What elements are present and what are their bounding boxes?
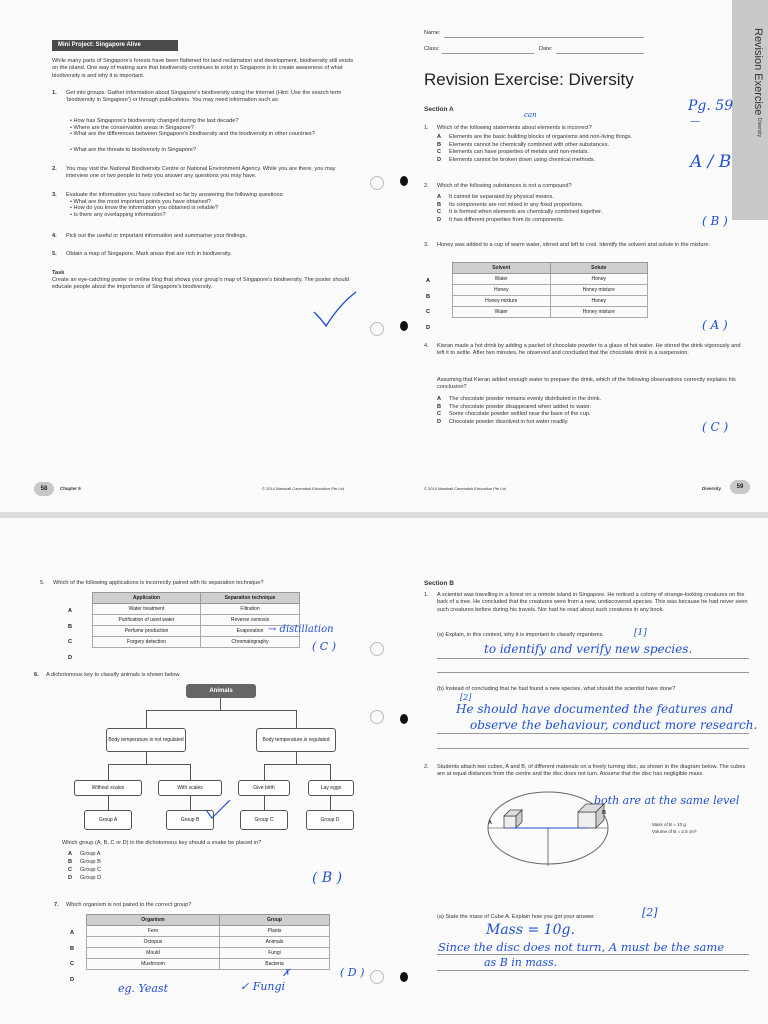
hand-note-q5: → distillation (268, 624, 334, 635)
step-number: 2. (52, 166, 57, 172)
table-cell: Reverse osmosis (201, 615, 300, 626)
option-text: Elements can have properties of metals and non-metals. (449, 149, 589, 155)
row-label: D (68, 654, 73, 661)
key-connector (108, 764, 109, 780)
volume-of-b: Volume of B = 2.5 cm³ (652, 829, 697, 834)
q7-stem: Which organism is not paired to the correct group? (66, 902, 192, 908)
key-connector (146, 710, 147, 728)
option-text: Elements cannot be chemically combined with other substances. (449, 141, 610, 148)
option-key: C (437, 149, 442, 155)
table-cell: Honey (550, 274, 648, 285)
chapter-label: Chapter 5 (60, 486, 81, 491)
q5-stem: Which of the following applications is incorrectly paired with its separation technique? (53, 580, 264, 586)
option-key: B (437, 201, 442, 208)
row-label: B (426, 293, 431, 300)
class-line (442, 53, 534, 54)
row-label: D (70, 976, 75, 983)
table-cell: Mushroom (87, 959, 220, 970)
page-title: Revision Exercise: Diversity (424, 70, 634, 89)
hand-marks: [2] (642, 906, 658, 919)
option-text: It has different properties from its components. (449, 216, 565, 223)
table-cell: Honey mixture (550, 285, 648, 296)
cross-mark-icon: ✗ (282, 968, 291, 979)
date-label: Date: (539, 46, 553, 52)
hand-fungi: ✓ Fungi (240, 980, 286, 993)
row-label: A (426, 278, 431, 284)
table-cell: Purification of used water (93, 615, 201, 626)
col-header: Solvent (453, 263, 551, 274)
name-label: Name: (424, 30, 441, 36)
binder-hole (400, 714, 408, 724)
b-q2a-question: (a) State the mass of Cube A. Explain how you got your answer. (437, 914, 596, 920)
table-row (87, 937, 330, 948)
mini-project-title: Mini Project: Singapore Alive (58, 42, 141, 48)
option-text: Group A (80, 851, 101, 857)
key-node-without-scales: Without scales (74, 780, 142, 796)
hand-marks: [1] (634, 628, 647, 638)
option-key: C (68, 867, 73, 873)
binder-hole (370, 176, 384, 190)
col-header: Separation technique (201, 593, 300, 604)
option-key: C (437, 411, 442, 417)
question-number: 2. (424, 764, 429, 770)
question-number: 1. (424, 592, 429, 598)
key-root: Animals (186, 684, 256, 698)
option-text: Group B (80, 859, 101, 865)
page-60 (0, 518, 384, 1024)
option-key: A (437, 194, 442, 200)
table-row (453, 285, 648, 296)
table-cell: Perfume production (93, 626, 201, 637)
key-connector (108, 764, 190, 765)
class-label: Class: (424, 46, 440, 52)
key-connector (264, 796, 265, 810)
table-cell: Mould (87, 948, 220, 959)
table-row (453, 274, 648, 285)
question-number: 7. (54, 902, 59, 908)
row-label: A (68, 608, 73, 614)
hand-answer-1b-line2: observe the behaviour, conduct more research. (470, 718, 758, 732)
table-row (453, 307, 648, 318)
page-59 (384, 0, 768, 512)
hand-can: can (524, 111, 537, 119)
step-number: 4. (52, 233, 57, 239)
step-number: 3. (52, 192, 57, 198)
table-cell: Chromatography (201, 637, 300, 648)
option-text: It cannot be separated by physical means. (449, 194, 554, 200)
step-number: 1. (52, 90, 57, 96)
question-number: 2. (424, 183, 429, 189)
hand-answer-q3: ( A ) (702, 318, 728, 332)
table-cell: Animals (219, 937, 329, 948)
option-key: D (437, 156, 442, 163)
cube-a-label: A (488, 820, 493, 826)
option-text: Elements cannot be broken down using chemical methods. (449, 156, 596, 163)
table-cell: Forgery detection (93, 637, 201, 648)
b-q2-stem: Students attach two cubes, A and B, of different materials on a freely turning disc, as shown in the diagram below. The cubes are at equal distances from the centre and the disc does not turn. Assume that the disc has negligible mass. (437, 764, 746, 778)
row-label: C (70, 961, 75, 967)
check-mark-icon (204, 798, 234, 822)
option-text: Group C (80, 867, 102, 873)
col-header: Application (93, 593, 201, 604)
step-text: • What are the threats to biodiversity in Singapore? (70, 147, 197, 153)
table-cell: Honey mixture (550, 307, 648, 318)
table-row (453, 296, 648, 307)
binder-hole (400, 972, 408, 982)
question-number: 1. (424, 125, 429, 131)
binder-hole (370, 642, 384, 656)
key-connector (330, 796, 331, 810)
option-key: A (68, 851, 73, 857)
hand-answer-1a: to identify and verify new species. (484, 642, 693, 656)
table-cell: Filtration (201, 604, 300, 615)
page-58 (0, 0, 384, 512)
page-number: 58 (34, 482, 54, 496)
col-header: Organism (87, 915, 220, 926)
hand-note-level: both are at the same level (594, 794, 740, 807)
col-header: Group (219, 915, 329, 926)
option-text: Chocolate powder dissolved in hot water readily. (449, 418, 569, 425)
answer-line (437, 672, 749, 673)
step-text: Obtain a map of Singapore. Mark areas that are rich in biodiversity. (66, 251, 232, 257)
name-line (444, 37, 644, 38)
hand-dash: — (690, 116, 700, 127)
binder-hole (400, 176, 408, 186)
q4-stem-2: Assuming that Kieran added enough water to prepare the drink, which of the following observations correctly explains his conclusion? (437, 377, 736, 391)
q3-table (452, 262, 648, 318)
key-group-b: Group B (166, 810, 214, 830)
q6-stem: A dichotomous key to classify animals is shown below. (46, 672, 181, 678)
key-connector (190, 764, 191, 780)
option-text: The chocolate powder remains evenly distributed in the drink. (449, 396, 602, 402)
table-row (87, 926, 330, 937)
b-q1-stem: A scientist was travelling in a forest on a remote island in Singapore. He noticed a colony of strange-looking creatures on the bark of a tree. He concluded that the creatures were from a new, undiscovered species. This was because he had never seen such creatures before during his travels. Nor had he read about such creatures in any book. (437, 592, 748, 613)
side-tab-title: Revision Exercise (752, 28, 764, 116)
option-key: D (437, 216, 442, 223)
key-connector (220, 698, 221, 710)
key-connector (190, 796, 191, 810)
table-cell: Water (453, 307, 551, 318)
check-mark-icon (310, 290, 360, 330)
step-text: • Where are the conservation areas in Singapore? (70, 125, 194, 131)
option-key: A (437, 134, 442, 140)
key-connector (296, 752, 297, 764)
task-label: Task (52, 270, 65, 276)
key-connector (264, 764, 330, 765)
question-number: 5. (40, 580, 45, 586)
row-label: B (68, 623, 73, 630)
key-node-lay-eggs: Lay eggs (308, 780, 354, 796)
step-text: You may visit the National Biodiversity Centre or National Environment Agency. While you are there, you may interview one or two people to help you answer any questions you may have. (66, 166, 336, 180)
mini-project-banner (52, 40, 178, 51)
hand-answer-q6: ( B ) (312, 870, 343, 886)
question-number: 3. (424, 242, 429, 248)
option-text: The chocolate powder disappeared when added to water. (449, 403, 592, 410)
table-cell: Honey (453, 285, 551, 296)
binder-hole (370, 970, 384, 984)
q4-stem: Kieran made a hot drink by adding a packet of chocolate powder to a glass of hot water. He stirred the drink vigorously and left it to settle. After two minutes, he observed and concluded that the chocolate drink is a suspension. (437, 343, 741, 357)
key-group-c: Group C (240, 810, 288, 830)
table-cell: Water treatment (93, 604, 201, 615)
hand-answer-q4: ( C ) (702, 420, 729, 434)
mass-of-b: Mass of B = 10 g (652, 822, 686, 827)
q1-stem: Which of the following statements about elements is incorrect? (437, 125, 592, 131)
copyright: © 2014 Marshall Cavendish Education Pte Ltd (424, 486, 506, 491)
option-text: Its components are not mixed in any fixed proportions. (449, 201, 584, 208)
table-row (93, 637, 300, 648)
option-text: Group D (80, 875, 102, 881)
answer-line (437, 658, 749, 659)
row-label: B (70, 945, 75, 952)
key-node-not-regulated: Body temperature is not regulated (106, 728, 186, 752)
option-key: D (437, 418, 442, 425)
option-text: It is formed when elements are chemically combined together. (449, 209, 603, 215)
question-number: 4. (424, 343, 429, 349)
key-connector (264, 764, 265, 780)
step-text: • How do you know the information you obtained is reliable? (70, 205, 219, 211)
table-row (87, 948, 330, 959)
hand-answer-q1: A / B (690, 152, 732, 172)
key-connector (146, 752, 147, 764)
key-connector (330, 764, 331, 780)
option-text: Some chocolate powder settled near the base of the cup. (449, 411, 591, 417)
q7-table (86, 914, 330, 970)
table-cell: Plants (219, 926, 329, 937)
binder-hole (400, 321, 408, 331)
answer-line (437, 954, 749, 955)
answer-line (437, 733, 749, 734)
b-q1a-question: (a) Explain, in this context, why it is important to classify organisms. (437, 632, 604, 638)
key-node-with-scales: With scales (158, 780, 222, 796)
table-cell: Bacteria (219, 959, 329, 970)
step-text: • What are the most important points you have obtained? (70, 199, 211, 205)
hand-marks: [2] (460, 693, 472, 702)
option-key: C (437, 209, 442, 215)
answer-line (437, 970, 749, 971)
option-key: B (437, 141, 442, 148)
hand-page-note: Pg. 59 (688, 98, 734, 114)
option-key: D (68, 875, 73, 881)
hand-answer-1b-line1: He should have documented the features and (456, 702, 734, 716)
table-cell: Evaporation (201, 626, 300, 637)
intro-text: While many parts of Singapore's forests have been flattened for land reclamation and development, biodiversity still exists on the island. One way of making sure that biodiversity continues to exist in Singapore is to create awareness of what biodiversity is and why it is important. (52, 58, 354, 79)
hand-answer-2a-line1: Since the disc does not turn, A must be the same (438, 940, 725, 954)
q3-stem: Honey was added to a cup of warm water, stirred and left to cool. Identify the solvent and solute in the mixture. (437, 242, 710, 248)
step-text: Get into groups. Gather information about Singapore's biodiversity using the Internet (Hint: Use the search term 'biodiversity in Singapore') or through publications. You may need information such as: (66, 90, 342, 104)
table-cell: Water (453, 274, 551, 285)
b-q1b-question: (b) Instead of concluding that he had found a new species, what should the scientist have done? (437, 686, 676, 692)
step-text: • What are the differences between Singapore's biodiversity and the biodiversity in other countries? (70, 131, 315, 137)
row-label: A (70, 930, 75, 936)
hand-answer-2a-line2: as B in mass. (484, 956, 558, 969)
footer-word: Diversity (702, 486, 722, 491)
table-cell: Octopus (87, 937, 220, 948)
q5-table (92, 592, 300, 648)
copyright: © 2014 Marshall Cavendish Education Pte Ltd (262, 486, 344, 491)
step-number: 5. (52, 251, 57, 257)
table-cell: Honey mixture (453, 296, 551, 307)
binder-hole (370, 710, 384, 724)
table-cell: Honey (550, 296, 648, 307)
table-row (87, 959, 330, 970)
q6-question: Which group (A, B, C or D) in the dichotomous key should a snake be placed in? (62, 840, 262, 846)
q2-stem: Which of the following substances is not a compound? (437, 183, 572, 189)
section-a-heading: Section A (424, 106, 454, 113)
section-b-heading: Section B (424, 580, 454, 587)
step-text: Evaluate the information you have collected so far by answering the following questions: (66, 192, 284, 198)
step-text: Pick out the useful or important information and summarise your findings. (66, 233, 247, 239)
question-number: 6. (34, 672, 39, 678)
page-61 (384, 518, 768, 1024)
hand-answer-q5: ( C ) (312, 640, 336, 653)
key-node-give-birth: Give birth (238, 780, 290, 796)
key-connector (296, 710, 297, 728)
key-group-d: Group D (306, 810, 354, 830)
answer-line (437, 748, 749, 749)
date-line (556, 53, 644, 54)
binder-hole (370, 322, 384, 336)
table-cell: Fern (87, 926, 220, 937)
side-tab-subtitle: Diversity (756, 118, 762, 138)
page-number: 59 (730, 480, 750, 494)
hand-example: eg. Yeast (118, 982, 168, 995)
option-key: B (68, 859, 73, 865)
option-key: A (437, 396, 442, 402)
key-node-regulated: Body temperature is regulated (256, 728, 336, 752)
step-text: • Is there any overlapping information? (70, 212, 166, 218)
task-text: Create an eye-catching poster or online blog that shows your group's map of Singapore's biodiversity. The poster should educate people about the importance of Singapore's biodiversity. (52, 277, 350, 291)
key-connector (146, 710, 296, 711)
hand-answer-2a-mass: Mass = 10g. (486, 922, 575, 938)
row-label: C (426, 309, 431, 315)
step-text: • How has Singapore's biodiversity changed during the last decade? (70, 118, 239, 124)
row-label: D (426, 324, 431, 331)
option-text: Elements are the basic building blocks of organisms and non-living things. (449, 134, 633, 140)
option-key: B (437, 403, 442, 410)
hand-answer-q2: ( B ) (702, 214, 728, 228)
table-row (93, 604, 300, 615)
table-cell: Fungi (219, 948, 329, 959)
row-label: C (68, 639, 73, 645)
key-connector (108, 796, 109, 810)
hand-answer-q7: ( D ) (340, 966, 365, 979)
col-header: Solute (550, 263, 648, 274)
cube-b-label: B (602, 810, 607, 816)
key-group-a: Group A (84, 810, 132, 830)
